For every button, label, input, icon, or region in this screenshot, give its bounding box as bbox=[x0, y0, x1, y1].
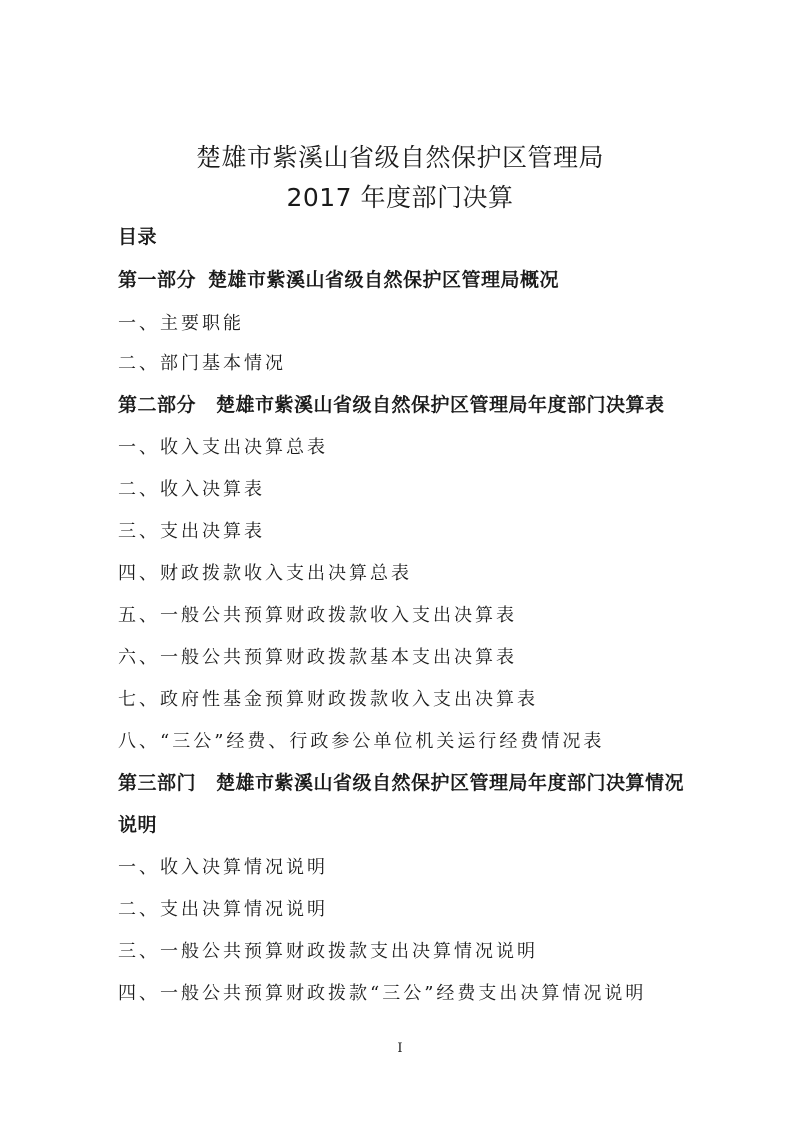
toc-part2-heading bbox=[118, 390, 665, 417]
toc-part3-item: 二、支出决算情况说明 bbox=[118, 899, 328, 920]
toc-part3-heading-cont: 说明 bbox=[118, 814, 158, 836]
toc-part1-title: 楚雄市紫溪山省级自然保护区管理局概况 bbox=[208, 269, 560, 291]
toc-part2-item: 七、政府性基金预算财政拨款收入支出决算表 bbox=[118, 689, 538, 710]
toc-part1-item: 一、主要职能 bbox=[118, 313, 244, 334]
toc-part2-item: 二、收入决算表 bbox=[118, 479, 265, 500]
toc-part3-label: 第三部门 bbox=[118, 772, 197, 794]
toc-part2-item: 四、财政拨款收入支出决算总表 bbox=[118, 563, 412, 584]
toc-part3-title: 楚雄市紫溪山省级自然保护区管理局年度部门决算情况 bbox=[216, 772, 685, 794]
document-subtitle: 2017 年度部门决算 bbox=[286, 183, 514, 212]
toc-part1-item: 二、部门基本情况 bbox=[118, 353, 286, 374]
toc-part3-item: 一、收入决算情况说明 bbox=[118, 857, 328, 878]
document-title: 楚雄市紫溪山省级自然保护区管理局 bbox=[195, 143, 604, 172]
toc-part3-item: 四、一般公共预算财政拨款“三公”经费支出决算情况说明 bbox=[118, 983, 647, 1004]
toc-part1-heading bbox=[118, 265, 559, 292]
toc-part2-item: 一、收入支出决算总表 bbox=[118, 437, 328, 458]
toc-part2-title: 楚雄市紫溪山省级自然保护区管理局年度部门决算表 bbox=[216, 394, 665, 416]
toc-part3-heading bbox=[118, 768, 684, 795]
toc-part1-label: 第一部分 bbox=[118, 269, 197, 291]
toc-heading: 目录 bbox=[118, 226, 158, 248]
page-number: I bbox=[397, 1041, 403, 1056]
toc-part2-item: 六、一般公共预算财政拨款基本支出决算表 bbox=[118, 647, 517, 668]
toc-part3-item: 三、一般公共预算财政拨款支出决算情况说明 bbox=[118, 941, 538, 962]
toc-part2-item: 五、一般公共预算财政拨款收入支出决算表 bbox=[118, 605, 517, 626]
toc-part2-item: 八、“三公”经费、行政参公单位机关运行经费情况表 bbox=[118, 731, 605, 752]
toc-part2-label: 第二部分 bbox=[118, 394, 197, 416]
toc-part2-item: 三、支出决算表 bbox=[118, 521, 265, 542]
